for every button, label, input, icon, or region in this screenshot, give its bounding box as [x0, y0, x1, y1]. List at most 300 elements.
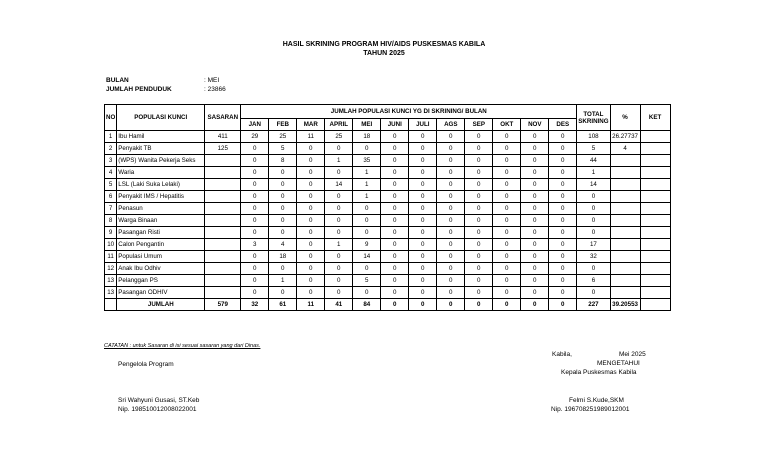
- month-header: MEI: [353, 119, 381, 131]
- table-cell: [610, 203, 640, 215]
- table-cell: 0: [549, 239, 577, 251]
- table-cell: [610, 191, 640, 203]
- table-cell: Penyakit IMS / Hepatitis: [117, 191, 205, 203]
- table-cell: Calon Pengantin: [117, 239, 205, 251]
- col-group-header: JUMLAH POPULASI KUNCI YG DI SKRINING/ BULAN: [241, 105, 577, 119]
- table-cell: 3: [105, 155, 117, 167]
- table-cell: 0: [297, 179, 325, 191]
- table-cell: [205, 251, 241, 263]
- table-cell: 0: [465, 179, 493, 191]
- month-header: NOV: [521, 119, 549, 131]
- table-row: [105, 179, 671, 191]
- table-cell: 0: [521, 263, 549, 275]
- table-cell: 0: [549, 287, 577, 299]
- table-cell: [205, 179, 241, 191]
- table-cell: [610, 215, 640, 227]
- table-cell: 0: [353, 215, 381, 227]
- table-cell: Ibu Hamil: [117, 131, 205, 143]
- table-cell: 0: [269, 179, 297, 191]
- col-sasaran-header: SASARAN: [205, 105, 241, 131]
- table-cell: 0: [493, 287, 521, 299]
- month-header: OKT: [493, 119, 521, 131]
- table-cell: 17: [577, 239, 610, 251]
- table-cell: 0: [549, 143, 577, 155]
- month-header: APRIL: [325, 119, 353, 131]
- table-cell: 0: [325, 263, 353, 275]
- table-cell: 0: [521, 167, 549, 179]
- total-row: [105, 299, 671, 311]
- table-cell: 13: [105, 275, 117, 287]
- table-cell: 0: [493, 143, 521, 155]
- table-cell: 8: [269, 155, 297, 167]
- col-pct-header: %: [610, 105, 640, 131]
- table-cell: 12: [105, 263, 117, 275]
- table-cell: 0: [521, 227, 549, 239]
- table-cell: 0: [381, 299, 409, 311]
- table-cell: 1: [353, 191, 381, 203]
- table-cell: 0: [409, 299, 437, 311]
- table-cell: 0: [493, 251, 521, 263]
- table-cell: 0: [437, 167, 465, 179]
- table-cell: 0: [353, 227, 381, 239]
- table-cell: [205, 167, 241, 179]
- table-row: [105, 167, 671, 179]
- table-cell: 1: [353, 179, 381, 191]
- table-cell: 0: [465, 191, 493, 203]
- table-cell: 5: [105, 179, 117, 191]
- month-header: DES: [549, 119, 577, 131]
- table-cell: 41: [325, 299, 353, 311]
- table-cell: [610, 287, 640, 299]
- table-cell: 0: [577, 227, 610, 239]
- table-cell: 0: [409, 287, 437, 299]
- table-cell: 0: [241, 143, 269, 155]
- table-cell: 84: [353, 299, 381, 311]
- bulan-label: BULAN: [106, 77, 129, 84]
- penduduk-value: : 23866: [204, 86, 226, 93]
- table-cell: [610, 275, 640, 287]
- table-cell: JUMLAH: [117, 299, 205, 311]
- month-header: SEP: [465, 119, 493, 131]
- table-cell: 0: [381, 215, 409, 227]
- table-cell: 0: [297, 263, 325, 275]
- table-cell: [610, 227, 640, 239]
- table-cell: 0: [409, 215, 437, 227]
- mengetahui-label: MENGETAHUI: [597, 360, 640, 367]
- table-cell: 0: [437, 227, 465, 239]
- table-cell: 4: [105, 167, 117, 179]
- table-cell: (WPS) Wanita Pekerja Seks: [117, 155, 205, 167]
- table-cell: 0: [241, 191, 269, 203]
- month-header: FEB: [269, 119, 297, 131]
- pengelola-label: Pengelola Program: [118, 361, 174, 368]
- table-cell: 0: [325, 275, 353, 287]
- table-row: [105, 227, 671, 239]
- table-cell: 0: [381, 251, 409, 263]
- table-cell: 0: [325, 203, 353, 215]
- table-cell: 579: [205, 299, 241, 311]
- month-header: JUNI: [381, 119, 409, 131]
- table-cell: [640, 191, 670, 203]
- table-cell: 0: [521, 179, 549, 191]
- table-cell: 0: [493, 227, 521, 239]
- table-cell: 0: [437, 179, 465, 191]
- date-label: Mei 2025: [619, 351, 646, 358]
- kepala-label: Kepala Puskesmas Kabila: [561, 369, 637, 376]
- table-cell: 0: [325, 167, 353, 179]
- table-cell: 0: [549, 179, 577, 191]
- col-ket-header: KET: [640, 105, 670, 131]
- table-cell: [205, 263, 241, 275]
- table-cell: 0: [269, 215, 297, 227]
- table-cell: [205, 227, 241, 239]
- table-cell: 26.27737: [610, 131, 640, 143]
- table-cell: 0: [409, 227, 437, 239]
- table-cell: 0: [549, 275, 577, 287]
- table-cell: Warga Binaan: [117, 215, 205, 227]
- table-cell: 0: [241, 167, 269, 179]
- table-cell: 0: [465, 239, 493, 251]
- table-cell: 1: [353, 167, 381, 179]
- table-cell: [640, 263, 670, 275]
- table-cell: [640, 167, 670, 179]
- table-row: [105, 131, 671, 143]
- table-cell: 4: [610, 143, 640, 155]
- screening-table: [104, 104, 671, 311]
- table-cell: 0: [241, 215, 269, 227]
- table-cell: 0: [549, 167, 577, 179]
- table-cell: 0: [521, 239, 549, 251]
- table-cell: 18: [353, 131, 381, 143]
- table-cell: 1: [325, 155, 353, 167]
- table-cell: LSL (Laki Suka Lelaki): [117, 179, 205, 191]
- table-cell: 0: [437, 143, 465, 155]
- table-cell: 0: [297, 203, 325, 215]
- table-cell: 0: [241, 227, 269, 239]
- table-cell: [205, 275, 241, 287]
- table-cell: 32: [241, 299, 269, 311]
- table-cell: [640, 227, 670, 239]
- table-cell: 11: [297, 299, 325, 311]
- table-cell: 0: [493, 155, 521, 167]
- col-total-header: TOTAL SKRINING: [577, 105, 610, 131]
- table-cell: 1: [105, 131, 117, 143]
- table-cell: [640, 299, 670, 311]
- table-cell: [610, 263, 640, 275]
- table-cell: [640, 143, 670, 155]
- table-cell: Pelanggan PS: [117, 275, 205, 287]
- table-cell: 0: [437, 239, 465, 251]
- table-cell: 0: [381, 143, 409, 155]
- table-cell: 0: [549, 227, 577, 239]
- table-cell: 0: [409, 275, 437, 287]
- table-cell: 0: [465, 227, 493, 239]
- table-cell: 39.20553: [610, 299, 640, 311]
- table-cell: 125: [205, 143, 241, 155]
- table-cell: 0: [297, 287, 325, 299]
- table-cell: 0: [521, 203, 549, 215]
- table-cell: 0: [549, 191, 577, 203]
- table-cell: 0: [241, 287, 269, 299]
- table-cell: 0: [409, 179, 437, 191]
- table-cell: 0: [269, 287, 297, 299]
- table-cell: 0: [409, 239, 437, 251]
- table-cell: 14: [577, 179, 610, 191]
- table-cell: 0: [325, 143, 353, 155]
- table-cell: [610, 251, 640, 263]
- table-cell: 0: [353, 143, 381, 155]
- table-row: [105, 203, 671, 215]
- table-cell: 0: [493, 203, 521, 215]
- table-cell: 0: [381, 167, 409, 179]
- table-cell: 0: [297, 239, 325, 251]
- table-cell: 0: [381, 191, 409, 203]
- table-cell: [640, 179, 670, 191]
- table-cell: 0: [493, 299, 521, 311]
- table-cell: 0: [521, 215, 549, 227]
- table-cell: 29: [241, 131, 269, 143]
- table-cell: 0: [465, 131, 493, 143]
- table-cell: 0: [297, 143, 325, 155]
- table-cell: 0: [465, 263, 493, 275]
- table-cell: 0: [381, 203, 409, 215]
- table-cell: 8: [105, 215, 117, 227]
- catatan-note: CATATAN : untuk Sasaran di isi sesuai sasaran yang dari Dinas.: [104, 343, 261, 349]
- table-cell: 0: [241, 203, 269, 215]
- table-cell: 1: [269, 275, 297, 287]
- table-cell: 0: [353, 287, 381, 299]
- table-cell: 0: [353, 203, 381, 215]
- table-cell: [610, 155, 640, 167]
- table-cell: [640, 275, 670, 287]
- table-cell: 0: [577, 215, 610, 227]
- table-cell: 11: [105, 251, 117, 263]
- table-cell: 0: [325, 287, 353, 299]
- table-cell: [205, 203, 241, 215]
- table-cell: 10: [105, 239, 117, 251]
- table-cell: 0: [353, 263, 381, 275]
- table-cell: 13: [105, 287, 117, 299]
- table-cell: 4: [269, 239, 297, 251]
- table-cell: 0: [437, 263, 465, 275]
- table-cell: 6: [105, 191, 117, 203]
- table-row: [105, 275, 671, 287]
- table-cell: 0: [521, 275, 549, 287]
- table-cell: 0: [549, 263, 577, 275]
- month-header: JAN: [241, 119, 269, 131]
- table-cell: 0: [437, 275, 465, 287]
- table-cell: 0: [381, 263, 409, 275]
- col-pop-header: POPULASI KUNCI: [117, 105, 205, 131]
- table-cell: Pasangan Risti: [117, 227, 205, 239]
- table-cell: 7: [105, 203, 117, 215]
- table-cell: 0: [465, 299, 493, 311]
- table-cell: 0: [409, 203, 437, 215]
- table-cell: 25: [269, 131, 297, 143]
- table-cell: 3: [241, 239, 269, 251]
- table-cell: 0: [297, 155, 325, 167]
- table-cell: 0: [437, 131, 465, 143]
- table-cell: 0: [409, 251, 437, 263]
- table-cell: [640, 251, 670, 263]
- table-cell: 0: [493, 275, 521, 287]
- table-cell: 9: [353, 239, 381, 251]
- table-cell: 2: [105, 143, 117, 155]
- table-cell: 0: [241, 179, 269, 191]
- table-cell: [640, 155, 670, 167]
- table-cell: 0: [437, 287, 465, 299]
- table-cell: 0: [381, 131, 409, 143]
- table-cell: 0: [409, 191, 437, 203]
- table-cell: 0: [325, 215, 353, 227]
- table-cell: 0: [297, 227, 325, 239]
- table-cell: 0: [325, 251, 353, 263]
- table-cell: 0: [409, 155, 437, 167]
- penduduk-label: JUMLAH PENDUDUK: [106, 86, 172, 93]
- table-cell: 0: [269, 227, 297, 239]
- table-cell: Penasun: [117, 203, 205, 215]
- table-row: [105, 239, 671, 251]
- table-cell: 14: [325, 179, 353, 191]
- table-cell: 0: [437, 155, 465, 167]
- table-cell: Populasi Umum: [117, 251, 205, 263]
- report-year: TAHUN 2025: [363, 50, 405, 57]
- table-cell: 32: [577, 251, 610, 263]
- table-cell: 0: [437, 191, 465, 203]
- table-cell: [640, 203, 670, 215]
- table-cell: [205, 215, 241, 227]
- table-cell: 0: [437, 215, 465, 227]
- table-cell: 18: [269, 251, 297, 263]
- table-cell: 0: [465, 287, 493, 299]
- table-cell: 0: [521, 251, 549, 263]
- table-cell: 0: [549, 299, 577, 311]
- table-cell: 0: [549, 131, 577, 143]
- table-cell: 0: [269, 203, 297, 215]
- table-cell: 0: [493, 263, 521, 275]
- table-row: [105, 287, 671, 299]
- table-cell: 44: [577, 155, 610, 167]
- month-header: MAR: [297, 119, 325, 131]
- table-cell: 0: [269, 167, 297, 179]
- table-cell: 0: [465, 203, 493, 215]
- table-cell: 0: [521, 299, 549, 311]
- table-cell: 0: [409, 263, 437, 275]
- table-cell: 108: [577, 131, 610, 143]
- table-cell: 0: [521, 287, 549, 299]
- table-row: [105, 215, 671, 227]
- table-cell: 0: [381, 227, 409, 239]
- table-cell: [610, 167, 640, 179]
- place-label: Kabila,: [552, 351, 572, 358]
- table-cell: 0: [409, 167, 437, 179]
- table-cell: 0: [241, 263, 269, 275]
- left-signer-name: Sri Wahyuni Gusasi, ST.Keb: [118, 397, 200, 404]
- table-cell: 0: [549, 251, 577, 263]
- table-cell: Penyakit TB: [117, 143, 205, 155]
- table-cell: 0: [577, 203, 610, 215]
- table-cell: 6: [577, 275, 610, 287]
- table-cell: 0: [577, 191, 610, 203]
- table-cell: 0: [577, 263, 610, 275]
- table-cell: 0: [297, 191, 325, 203]
- table-cell: 0: [521, 191, 549, 203]
- table-cell: Anak Ibu Odhiv: [117, 263, 205, 275]
- table-cell: 0: [325, 191, 353, 203]
- right-signer-name: Felmi S.Kude,SKM: [569, 397, 624, 404]
- table-cell: [640, 287, 670, 299]
- table-cell: 1: [325, 239, 353, 251]
- col-no-header: NO: [105, 105, 117, 131]
- left-signer-nip: Nip. 198510012008022001: [118, 406, 197, 413]
- table-cell: 0: [381, 275, 409, 287]
- table-cell: 0: [437, 299, 465, 311]
- table-cell: 5: [269, 143, 297, 155]
- table-cell: [205, 191, 241, 203]
- table-cell: 0: [493, 167, 521, 179]
- table-cell: 61: [269, 299, 297, 311]
- report-title: HASIL SKRINING PROGRAM HIV/AIDS PUSKESMAS KABILA: [282, 41, 486, 48]
- table-cell: 0: [465, 155, 493, 167]
- table-cell: 0: [297, 167, 325, 179]
- table-cell: 0: [269, 263, 297, 275]
- bulan-value: : MEI: [204, 77, 220, 84]
- table-cell: [205, 239, 241, 251]
- table-cell: 0: [465, 143, 493, 155]
- table-cell: 11: [297, 131, 325, 143]
- table-cell: 9: [105, 227, 117, 239]
- table-cell: [610, 239, 640, 251]
- table-cell: [640, 215, 670, 227]
- table-cell: 0: [381, 179, 409, 191]
- table-cell: 0: [381, 239, 409, 251]
- table-row: [105, 251, 671, 263]
- table-cell: 0: [409, 131, 437, 143]
- table-cell: 0: [549, 215, 577, 227]
- table-cell: 0: [325, 227, 353, 239]
- table-cell: 0: [437, 203, 465, 215]
- table-cell: 0: [241, 275, 269, 287]
- table-cell: 0: [549, 203, 577, 215]
- table-cell: 35: [353, 155, 381, 167]
- table-cell: 5: [353, 275, 381, 287]
- table-cell: 0: [577, 287, 610, 299]
- table-cell: [640, 239, 670, 251]
- table-cell: 0: [241, 251, 269, 263]
- table-cell: 0: [493, 215, 521, 227]
- table-cell: Waria: [117, 167, 205, 179]
- table-cell: 0: [269, 191, 297, 203]
- table-cell: 0: [521, 143, 549, 155]
- table-cell: 0: [493, 191, 521, 203]
- table-cell: 25: [325, 131, 353, 143]
- table-cell: 0: [381, 287, 409, 299]
- table-cell: 0: [549, 155, 577, 167]
- table-cell: 0: [465, 251, 493, 263]
- table-cell: 0: [521, 131, 549, 143]
- table-cell: 0: [493, 131, 521, 143]
- table-cell: 0: [381, 155, 409, 167]
- table-cell: [205, 155, 241, 167]
- table-cell: 1: [577, 167, 610, 179]
- table-cell: [610, 179, 640, 191]
- table-cell: 0: [297, 215, 325, 227]
- table-row: [105, 143, 671, 155]
- table-cell: 0: [297, 251, 325, 263]
- table-cell: [105, 299, 117, 311]
- table-cell: 0: [437, 251, 465, 263]
- table-cell: 0: [409, 143, 437, 155]
